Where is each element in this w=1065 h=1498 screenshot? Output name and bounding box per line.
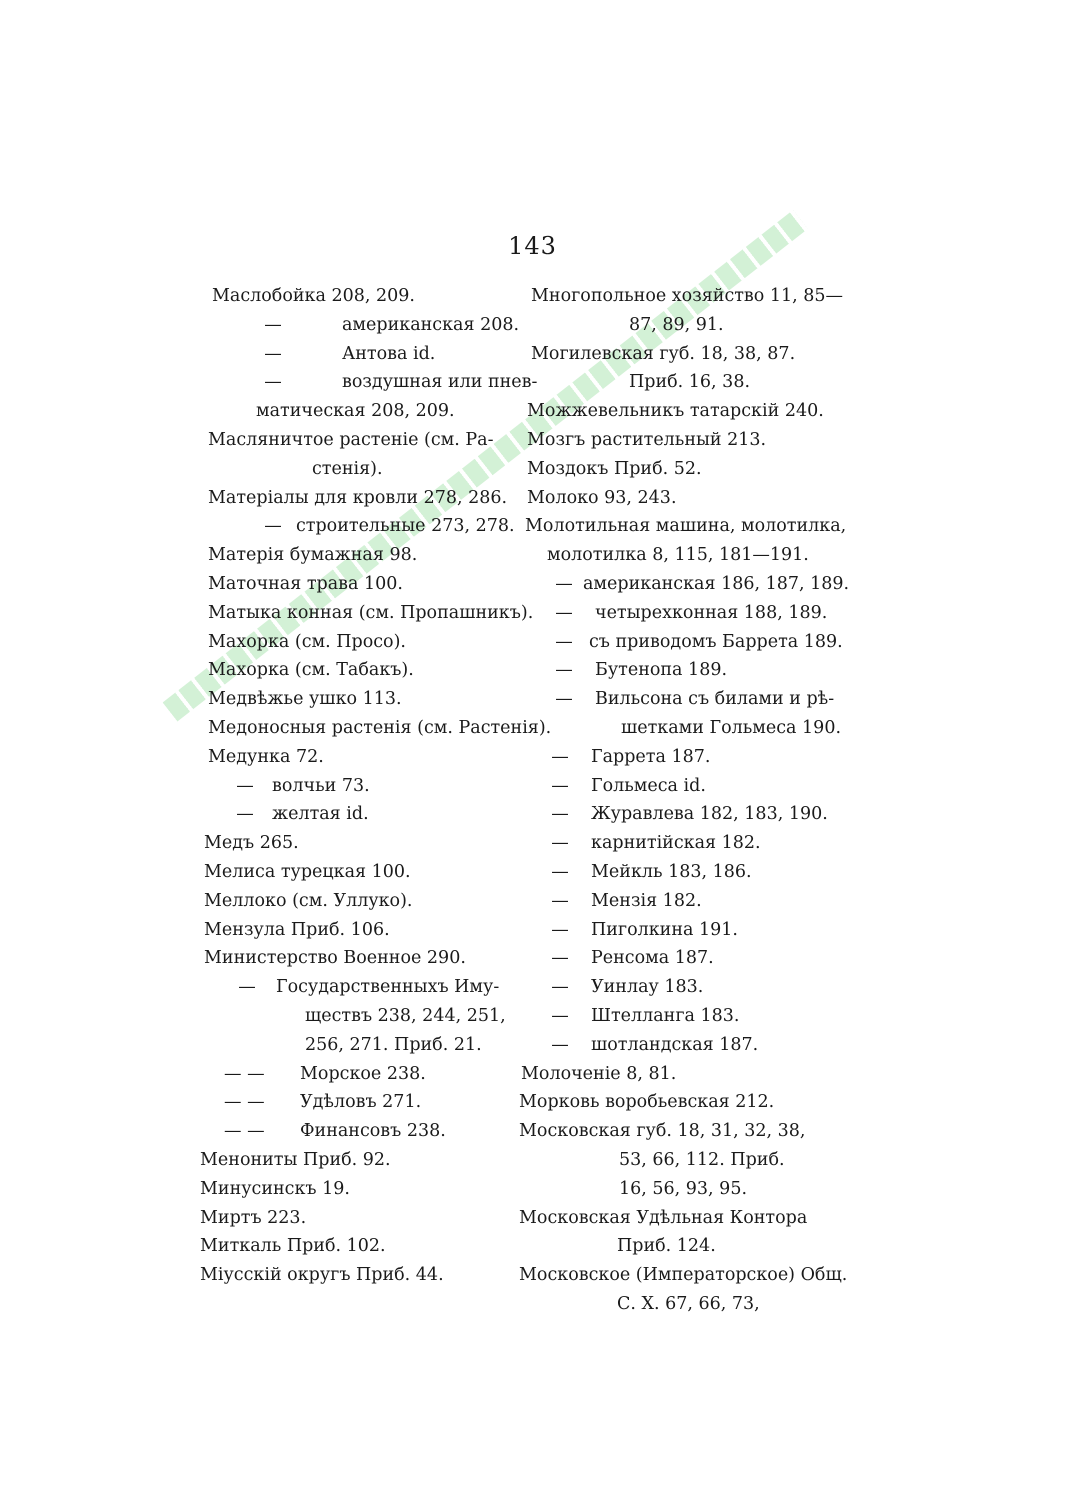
- index-entry: [200, 743, 530, 772]
- entry-text: Медъ 265.: [204, 833, 299, 854]
- entry-text: Молоченіе 8, 81.: [521, 1063, 677, 1084]
- entry-text: стенія).: [312, 458, 383, 479]
- index-entry: [200, 944, 530, 973]
- ditto-dash: —: [264, 372, 282, 393]
- ditto-dash: —: [551, 890, 569, 911]
- ditto-dash: —: [551, 833, 569, 854]
- entry-text: Морковь воробьевская 212.: [519, 1092, 775, 1113]
- entry-text: Маслобойка 208, 209.: [212, 286, 415, 306]
- ditto-dash: —: [551, 1034, 569, 1055]
- entry-text: Молотильная машина, молотилка,: [525, 516, 847, 537]
- index-entry: [200, 426, 530, 455]
- ditto-dash: —: [555, 689, 573, 710]
- index-entry: [200, 714, 552, 743]
- entry-text: Пиголкина 191.: [591, 919, 738, 940]
- entry-text: Приб. 16, 38.: [629, 372, 751, 393]
- entry-text: карнитійская 182.: [591, 833, 761, 854]
- index-entry: [517, 340, 852, 369]
- index-entry: [200, 1175, 530, 1204]
- entry-text: матическая 208, 209.: [256, 401, 455, 422]
- index-entry: [517, 743, 852, 772]
- index-entry: [200, 570, 530, 599]
- index-entry: [517, 1146, 852, 1175]
- ditto-dash: —: [236, 775, 254, 796]
- index-entry: [200, 1261, 530, 1290]
- ditto-dash: —: [555, 631, 573, 652]
- index-entry: [517, 368, 852, 397]
- entry-text: Мензія 182.: [591, 890, 702, 911]
- index-entry: [517, 1290, 852, 1319]
- index-entry: [517, 714, 852, 743]
- entry-text: американская 208.: [342, 314, 520, 335]
- entry-text: Мозгъ растительный 213.: [527, 429, 767, 450]
- entry-text: Удѣловъ 271.: [300, 1092, 422, 1113]
- entry-text: Гаррета 187.: [591, 746, 711, 767]
- index-entry: [200, 1204, 530, 1233]
- ditto-dash: —: [551, 775, 569, 796]
- ditto-dash: —: [551, 804, 569, 825]
- index-entry: [517, 887, 852, 916]
- entry-text: волчьи 73.: [272, 775, 370, 796]
- entry-text: Финансовъ 238.: [300, 1121, 446, 1142]
- entry-text: ществъ 238, 244, 251,: [305, 1005, 506, 1026]
- index-entry: [200, 340, 530, 369]
- entry-text: Медоносныя растенія (см. Растенія).: [208, 717, 552, 738]
- entry-text: Матерія бумажная 98.: [208, 545, 418, 566]
- entry-text: 256, 271. Приб. 21.: [305, 1034, 482, 1055]
- index-entry: [517, 944, 852, 973]
- index-entry: [200, 1146, 530, 1175]
- index-entry: [517, 1031, 852, 1060]
- entry-text: шотландская 187.: [591, 1034, 759, 1055]
- entry-text: Молоко 93, 243.: [527, 487, 677, 508]
- entry-text: 53, 66, 112. Приб.: [619, 1149, 785, 1170]
- entry-text: Ренсома 187.: [591, 948, 714, 969]
- index-entry: [200, 397, 530, 426]
- entry-text: Приб. 124.: [617, 1236, 716, 1257]
- entry-text: С. Х. 67, 66, 73,: [617, 1293, 760, 1314]
- index-entry: [517, 1261, 852, 1290]
- entry-text: Махорка (см. Табакъ).: [208, 660, 414, 681]
- entry-text: Менониты Приб. 92.: [200, 1149, 391, 1170]
- index-entry: [200, 368, 538, 397]
- ditto-dash: —: [551, 948, 569, 969]
- entry-text: воздушная или пнев-: [342, 372, 538, 393]
- index-entry: [517, 656, 852, 685]
- entry-text: Уинлау 183.: [591, 977, 704, 998]
- index-entry: [200, 484, 530, 513]
- entry-text: шетками Гольмеса 190.: [621, 717, 842, 738]
- index-entry: [200, 311, 530, 340]
- entry-text: съ приводомъ Баррета 189.: [589, 631, 843, 652]
- index-entry: [200, 1031, 530, 1060]
- ditto-dash: —: [551, 977, 569, 998]
- entry-text: молотилка 8, 115, 181—191.: [547, 545, 809, 566]
- index-entry: [517, 512, 852, 541]
- ditto-dash: — —: [224, 1121, 265, 1142]
- entry-text: Вильсона съ билами и рѣ-: [595, 689, 835, 710]
- entry-text: Могилевская губ. 18, 38, 87.: [531, 343, 796, 364]
- entry-text: 16, 56, 93, 95.: [619, 1178, 748, 1199]
- ditto-dash: —: [555, 660, 573, 681]
- index-entry: [200, 973, 530, 1002]
- index-entry: [200, 1232, 530, 1261]
- ditto-dash: —: [238, 977, 256, 998]
- index-entry: [517, 800, 852, 829]
- index-entry: [517, 311, 852, 340]
- entry-text: американская 186, 187, 189.: [583, 573, 850, 594]
- entry-text: Масляничтое растеніе (см. Ра-: [208, 429, 494, 450]
- index-entry: [517, 973, 852, 1002]
- index-entry: [517, 1204, 852, 1233]
- entry-text: Штелланга 183.: [591, 1005, 740, 1026]
- entry-text: Гольмеса id.: [591, 775, 706, 796]
- ditto-dash: —: [555, 573, 573, 594]
- index-entry: [517, 772, 852, 801]
- index-entry: [200, 1088, 530, 1117]
- entry-text: строительные 273, 278.: [296, 516, 515, 537]
- index-entry: [200, 1002, 530, 1031]
- entry-text: Журавлева 182, 183, 190.: [591, 804, 828, 825]
- entry-text: Морское 238.: [300, 1063, 426, 1084]
- index-entry: [200, 1060, 530, 1089]
- entry-text: Матеріалы для кровли 278, 286.: [208, 487, 508, 508]
- entry-text: Мензула Приб. 106.: [204, 919, 390, 940]
- page-number: 143: [508, 232, 557, 260]
- entry-text: Маточная трава 100.: [208, 573, 403, 594]
- index-entry: [200, 656, 530, 685]
- index-column-left: [200, 282, 552, 1290]
- ditto-dash: —: [264, 314, 282, 335]
- entry-text: четырехконная 188, 189.: [595, 602, 828, 623]
- index-entry: [200, 628, 530, 657]
- entry-text: Міусскій округъ Приб. 44.: [200, 1265, 444, 1286]
- index-entry: [200, 1117, 530, 1146]
- index-entry: [517, 541, 852, 570]
- entry-text: Московская губ. 18, 31, 32, 38,: [519, 1121, 806, 1142]
- index-entry: [517, 1002, 852, 1031]
- entry-text: Мелиса турецкая 100.: [204, 861, 411, 882]
- index-entry: [517, 685, 852, 714]
- ditto-dash: —: [555, 602, 573, 623]
- entry-text: Московское (Императорское) Общ.: [519, 1265, 848, 1286]
- entry-text: Медвѣжье ушко 113.: [208, 689, 402, 710]
- index-entry: [517, 397, 852, 426]
- entry-text: Матыка конная (см. Пропашникъ).: [208, 602, 534, 623]
- index-entry: [517, 570, 852, 599]
- entry-text: Моздокъ Приб. 52.: [527, 458, 702, 479]
- ditto-dash: — —: [224, 1063, 265, 1084]
- entry-text: Государственныхъ Иму-: [276, 977, 500, 998]
- entry-text: Мейкль 183, 186.: [591, 861, 752, 882]
- index-entry: [200, 455, 530, 484]
- index-entry: [200, 829, 530, 858]
- entry-text: 87, 89, 91.: [629, 314, 724, 335]
- index-entry: [517, 1117, 852, 1146]
- index-entry: [200, 858, 530, 887]
- index-entry: [517, 1232, 852, 1261]
- index-entry: [517, 829, 852, 858]
- ditto-dash: —: [264, 343, 282, 364]
- ditto-dash: —: [264, 516, 282, 537]
- index-entry: [517, 628, 852, 657]
- index-entry: [517, 484, 852, 513]
- ditto-dash: —: [551, 861, 569, 882]
- entry-text: Медунка 72.: [208, 746, 324, 767]
- index-entry: [200, 772, 530, 801]
- index-entry: [200, 800, 530, 829]
- ditto-dash: —: [551, 919, 569, 940]
- index-entry: [200, 541, 530, 570]
- index-entry: [517, 858, 852, 887]
- index-entry: [517, 1060, 852, 1089]
- ditto-dash: —: [236, 804, 254, 825]
- entry-text: Московская Удѣльная Контора: [519, 1207, 808, 1228]
- index-entry: [517, 455, 852, 484]
- index-entry: [517, 599, 852, 628]
- entry-text: Минусинскъ 19.: [200, 1178, 350, 1199]
- ditto-dash: —: [551, 1005, 569, 1026]
- index-entry: [200, 512, 530, 541]
- index-entry: [517, 426, 852, 455]
- ditto-dash: —: [551, 746, 569, 767]
- index-column-right: [517, 282, 852, 1319]
- index-entry: [200, 599, 534, 628]
- entry-text: Махорка (см. Просо).: [208, 631, 406, 652]
- index-entry: [517, 1175, 852, 1204]
- index-entry: [517, 282, 852, 311]
- entry-text: желтая id.: [272, 804, 369, 825]
- index-entry: [200, 916, 530, 945]
- index-entry: [517, 1088, 852, 1117]
- entry-text: Многопольное хозяйство 11, 85—: [531, 286, 844, 306]
- entry-text: Антова id.: [342, 343, 436, 364]
- index-entry: [200, 282, 530, 311]
- entry-text: Министерство Военное 290.: [204, 948, 466, 969]
- entry-text: Миртъ 223.: [200, 1207, 307, 1228]
- entry-text: Меллоко (см. Уллуко).: [204, 890, 413, 911]
- entry-text: Миткаль Приб. 102.: [200, 1236, 386, 1257]
- ditto-dash: — —: [224, 1092, 265, 1113]
- entry-text: Можжевельникъ татарскій 240.: [527, 401, 824, 422]
- entry-text: Бутенопа 189.: [595, 660, 728, 681]
- index-entry: [200, 887, 530, 916]
- index-entry: [200, 685, 530, 714]
- index-entry: [517, 916, 852, 945]
